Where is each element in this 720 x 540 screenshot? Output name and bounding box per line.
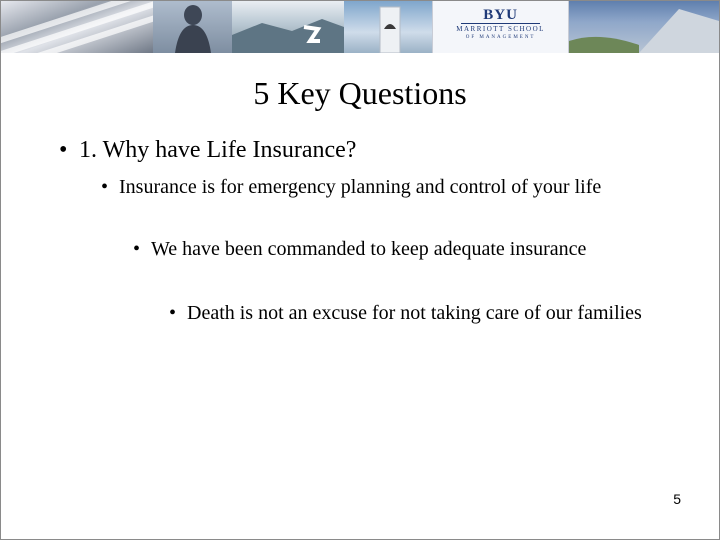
bullet-text: Insurance is for emergency planning and control of your life bbox=[119, 176, 602, 198]
bullet-text: 1. Why have Life Insurance? bbox=[79, 137, 357, 163]
logo-sub2-text: OF MANAGEMENT bbox=[465, 35, 536, 40]
banner-photo-mountain bbox=[232, 1, 344, 53]
logo-main-text: BYU bbox=[483, 7, 518, 23]
byu-marriott-logo bbox=[432, 1, 570, 53]
logo-rule bbox=[461, 23, 541, 24]
page-number: 5 bbox=[673, 491, 681, 507]
bullet-level-1 bbox=[59, 137, 357, 164]
bullet-glyph: • bbox=[169, 302, 177, 324]
header-banner bbox=[1, 1, 719, 53]
bullet-glyph: • bbox=[101, 176, 109, 198]
bullet-text: Death is not an excuse for not taking care of our families bbox=[187, 302, 642, 324]
bullet-glyph: • bbox=[59, 137, 68, 163]
slide-title: 5 Key Questions bbox=[253, 75, 467, 111]
bullet-level-2 bbox=[101, 173, 659, 201]
bullet-text: We have been commanded to keep adequate insurance bbox=[151, 238, 587, 260]
banner-photo-statue bbox=[153, 1, 233, 53]
bullet-level-3 bbox=[133, 235, 651, 263]
logo-sub-text: MARRIOTT SCHOOL bbox=[456, 25, 545, 33]
bullet-glyph: • bbox=[133, 238, 141, 260]
banner-photo-bell-tower bbox=[344, 1, 432, 53]
banner-photo-building bbox=[569, 1, 719, 53]
bullet-level-4 bbox=[169, 299, 657, 327]
banner-photo-architecture bbox=[1, 1, 153, 53]
